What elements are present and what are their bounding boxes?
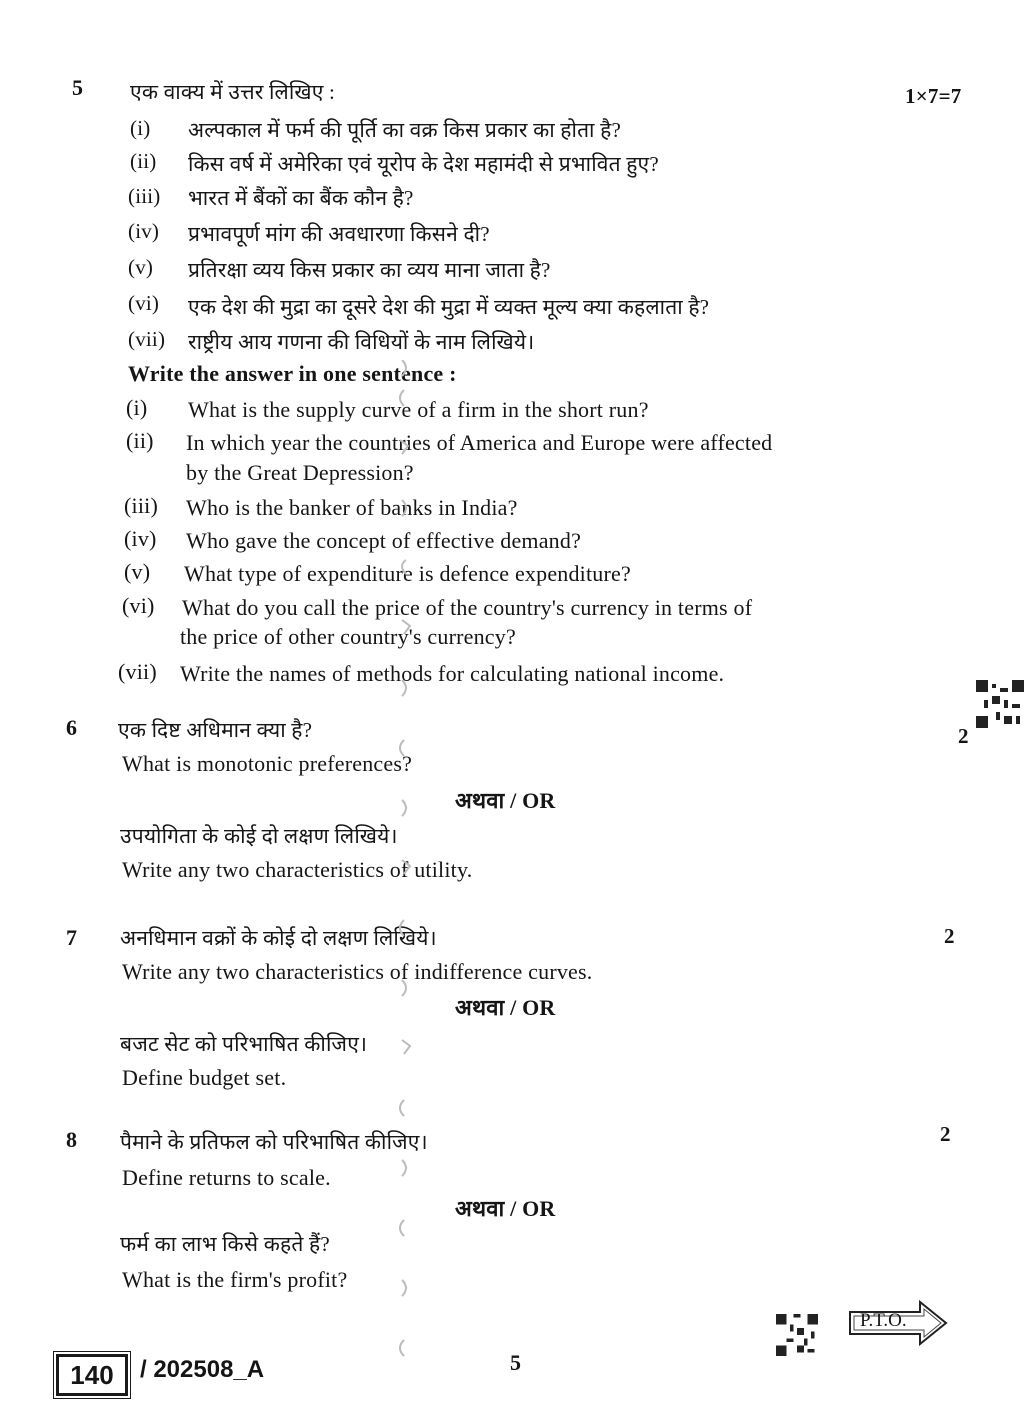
pto-label: P.T.O. (860, 1310, 907, 1331)
paper-id: / 202508_A (140, 1356, 265, 1383)
list-item-text: What type of expenditure is defence expenditure? (184, 561, 631, 586)
qr-code-icon (776, 1314, 818, 1356)
q5-english-instruction: Write the answer in one sentence : (128, 361, 457, 386)
list-item-text: एक देश की मुद्रा का दूसरे देश की मुद्रा में व्यक्त मूल्य क्या कहलाता है? (188, 295, 710, 319)
q7-english-question: Write any two characteristics of indifference curves. (122, 959, 593, 984)
q8-number: 8 (66, 1127, 78, 1152)
q5-marks: 1×7=7 (905, 84, 962, 108)
list-item-label: (i) (130, 116, 151, 140)
list-item-label: (v) (124, 559, 151, 584)
list-item-text: Who gave the concept of effective demand? (186, 528, 582, 553)
paper-code-box: 140 (56, 1354, 128, 1396)
list-item-label: (ii) (130, 149, 157, 173)
list-item-text: अल्पकाल में फर्म की पूर्ति का वक्र किस प्रकार का होता है? (188, 118, 622, 142)
q8-marks: 2 (940, 1122, 951, 1146)
q5-number: 5 (72, 75, 84, 100)
list-item-text: What do you call the price of the country's currency in terms of (182, 595, 753, 620)
q8-or-separator: अथवा / OR (455, 1196, 556, 1221)
list-item-text: Who is the banker of banks in India? (186, 495, 518, 520)
list-item-text: प्रतिरक्षा व्यय किस प्रकार का व्यय माना जाता है? (188, 258, 551, 282)
list-item-label: (vii) (128, 327, 166, 351)
list-item-label: (vi) (122, 593, 155, 618)
vertical-watermark (390, 360, 430, 1380)
q6-alt-hindi-question: उपयोगिता के कोई दो लक्षण लिखिये। (120, 824, 398, 848)
q6-number: 6 (66, 715, 78, 740)
q5-hindi-instruction: एक वाक्य में उत्तर लिखिए : (130, 80, 336, 104)
list-item-label: (iv) (124, 526, 157, 551)
q7-alt-hindi-question: बजट सेट को परिभाषित कीजिए। (120, 1032, 368, 1056)
list-item-label: (v) (128, 255, 154, 279)
list-item-label: (iv) (128, 219, 160, 243)
list-item-text: What is the supply curve of a firm in the short run? (188, 397, 649, 422)
q6-or-separator: अथवा / OR (455, 788, 556, 813)
list-item-label: (vii) (118, 659, 157, 684)
list-item-text: किस वर्ष में अमेरिका एवं यूरोप के देश महामंदी से प्रभावित हुए? (188, 152, 659, 176)
q6-english-question: What is monotonic preferences? (122, 751, 413, 776)
q7-hindi-question: अनधिमान वक्रों के कोई दो लक्षण लिखिये। (120, 926, 437, 950)
list-item-text: राष्ट्रीय आय गणना की विधियों के नाम लिखिये। (188, 330, 535, 354)
q7-number: 7 (66, 925, 78, 950)
page-number: 5 (510, 1350, 521, 1375)
q7-alt-english-question: Define budget set. (122, 1065, 287, 1090)
list-item-text-continued: by the Great Depression? (186, 460, 414, 485)
list-item-label: (iii) (128, 184, 161, 208)
list-item-text: Write the names of methods for calculating national income. (180, 661, 725, 686)
q8-alt-hindi-question: फर्म का लाभ किसे कहते हैं? (120, 1232, 330, 1256)
list-item-text: प्रभावपूर्ण मांग की अवधारणा किसने दी? (188, 222, 490, 246)
q8-alt-english-question: What is the firm's profit? (122, 1267, 348, 1292)
q6-marks: 2 (958, 724, 969, 748)
list-item-text: In which year the countries of America and Europe were affected (186, 430, 773, 455)
pto-arrow (848, 1300, 948, 1346)
q8-hindi-question: पैमाने के प्रतिफल को परिभाषित कीजिए। (120, 1130, 428, 1154)
q6-hindi-question: एक दिष्ट अधिमान क्या है? (118, 718, 313, 742)
list-item-label: (i) (126, 395, 148, 420)
list-item-text: भारत में बैंकों का बैंक कौन है? (188, 186, 414, 210)
q7-or-separator: अथवा / OR (455, 995, 556, 1020)
q7-marks: 2 (944, 924, 955, 948)
q6-alt-english-question: Write any two characteristics of utility. (122, 857, 473, 882)
list-item-label: (iii) (124, 493, 158, 518)
list-item-text-continued: the price of other country's currency? (180, 624, 516, 649)
qr-code-icon (976, 680, 1024, 728)
list-item-label: (vi) (128, 291, 160, 315)
list-item-label: (ii) (126, 428, 154, 453)
q8-english-question: Define returns to scale. (122, 1165, 331, 1190)
